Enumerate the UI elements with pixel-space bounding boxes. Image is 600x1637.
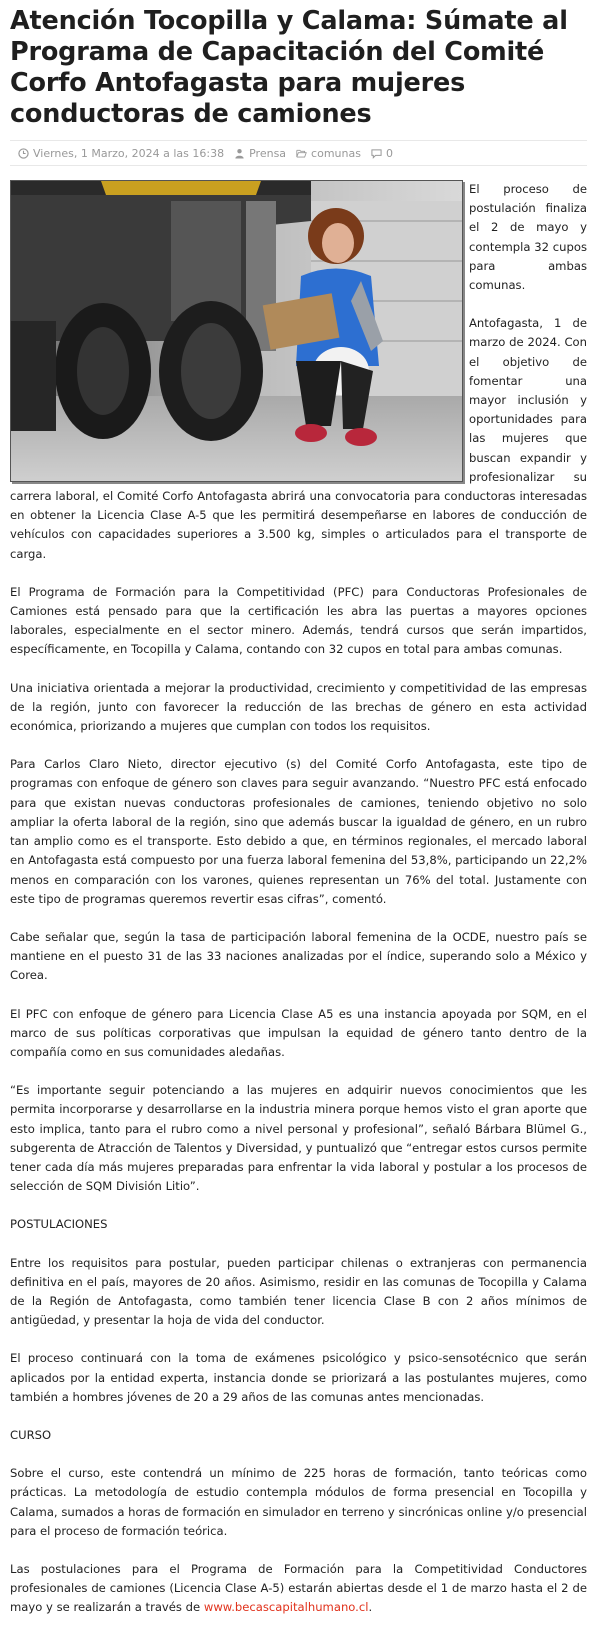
article-meta bbox=[10, 140, 587, 166]
becas-link[interactable]: www.becascapitalhumano.cl bbox=[203, 1600, 369, 1615]
meta-comments[interactable] bbox=[371, 147, 393, 160]
meta-date bbox=[18, 147, 224, 160]
meta-category[interactable] bbox=[296, 147, 361, 160]
article-body bbox=[10, 180, 587, 1637]
section-heading-curso: CURSO bbox=[10, 1427, 52, 1442]
paragraph-7: El PFC con enfoque de género para Licencia Clase A5 es una instancia apoyada por SQM, en el marco de sus políticas corporativas que impulsan la equidad de género tanto dentro de la compañía como en sus comunidades aledañas. bbox=[10, 1006, 587, 1059]
clock-icon bbox=[18, 148, 29, 159]
paragraph-6: Cabe señalar que, según la tasa de participación laboral femenina de la OCDE, nuestro país se mantiene en el puesto 31 de las 33 naciones analizadas por el índice, superando solo a México y Corea. bbox=[10, 929, 587, 983]
paragraph-11: Sobre el curso, este contendrá un mínimo de 225 horas de formación, tanto teóricas como prácticas. La metodología de estudio contempla módulos de forma presencial en Tocopilla y Calama, sumados a horas de formación en simulador en terreno y sincrónicas online y/o presencial para el proceso de formación teórica. bbox=[10, 1466, 587, 1538]
meta-date-text: Viernes, 1 Marzo, 2024 a las 16:38 bbox=[33, 147, 225, 160]
paragraph-2: Antofagasta, 1 de marzo de 2024. Con el objetivo de fomentar una mayor inclusión y oportunidades para las mujeres que buscan expandir y profesionalizar su carrera laboral, el Comité Corfo Antofagasta abrirá una convocatoria para conductoras interesadas en obtener la Licencia Clase A-5 que les permitirá desempeñarse en labores de conducción de vehículos con capacidades superiores a 3.500 kg, simples o articulados para el transporte de carga. bbox=[10, 316, 587, 561]
paragraph-1: El proceso de postulación finaliza el 2 de mayo y contempla 32 cupos para ambas comunas. bbox=[469, 182, 587, 293]
paragraph-9: Entre los requisitos para postular, pueden participar chilenas o extranjeras con permanencia definitiva en el país, mayores de 20 años. Asimismo, residir en las comunas de Tocopilla y Calama de la Región de Antofagasta, como también tener licencia Clase B con 2 años mínimos de antigüedad, y presentar la hoja de vida del conductor. bbox=[10, 1255, 587, 1328]
paragraph-3: El Programa de Formación para la Competitividad (PFC) para Conductoras Profesionales de Camiones está pensado para que la certificación les abra las puertas a mayores opciones laborales, especialmente en el sector minero. Además, tendrá cursos que serán impartidos, específicamente, en Tocopilla y Calama, contando con 32 cupos en total para ambas comunas. bbox=[10, 584, 587, 657]
folder-open-icon bbox=[296, 148, 307, 159]
meta-author[interactable] bbox=[234, 147, 286, 160]
article-image bbox=[10, 180, 463, 482]
truck-driver-illustration bbox=[11, 181, 462, 481]
article-title: Atención Tocopilla y Calama: Súmate al Programa de Capacitación del Comité Corfo Antofagasta para mujeres conductoras de camiones bbox=[10, 6, 568, 129]
paragraph-4: Una iniciativa orientada a mejorar la productividad, crecimiento y competitividad de las empresas de la región, junto con favorecer la reducción de las brechas de género en esta actividad económica, priorizando a mujeres que cumplan con todos los requisitos. bbox=[10, 680, 587, 734]
paragraph-10: El proceso continuará con la toma de exámenes psicológico y psico-sensotécnico que serán aplicados por la entidad experta, instancia donde se priorizará a las postulantes mujeres, como también a hombres jóvenes de 20 a 29 años de las comunas antes mencionadas. bbox=[10, 1351, 587, 1404]
meta-category-text[interactable]: comunas bbox=[311, 147, 361, 160]
paragraph-12 bbox=[10, 1560, 587, 1618]
section-heading-postulaciones: POSTULACIONES bbox=[10, 1217, 108, 1232]
user-icon bbox=[234, 148, 245, 159]
meta-author-text[interactable]: Prensa bbox=[249, 147, 287, 160]
meta-comments-count[interactable]: 0 bbox=[385, 147, 393, 160]
paragraph-12-text: Las postulaciones para el Programa de Formación para la Competitividad Conductores profesionales de camiones (Licencia Clase A-5) estarán abiertas desde el 1 de marzo hasta el 2 de mayo y se realizarán a través de bbox=[10, 1561, 587, 1615]
comment-icon bbox=[371, 148, 382, 159]
paragraph-8: “Es importante seguir potenciando a las mujeres en adquirir nuevos conocimientos que les permita incorporarse y desarrollarse en la industria minera porque hemos visto el gran aporte que esto implica, tanto para el rubro como a nivel personal y profesional”, señaló Bárbara Blümel G., subgerenta de Atracción de Talentos y Diversidad, y puntualizó que “entregar estos cursos permite tener cada día más mujeres preparadas para enfrentar la vida laboral y postular a los procesos de selección de SQM División Litio”. bbox=[10, 1083, 587, 1194]
paragraph-12-end: . bbox=[368, 1600, 373, 1615]
paragraph-5: Para Carlos Claro Nieto, director ejecutivo (s) del Comité Corfo Antofagasta, este tipo de programas con enfoque de género son claves para seguir avanzando. “Nuestro PFC está enfocado para que existan nuevas conductoras profesionales de camiones, teniendo objetivo no solo ampliar la oferta laboral de la región, sino que además buscar la igualdad de género, en un rubro tan amplio como es el transporte. Esto debido a que, en términos regionales, el mercado laboral en Antofagasta está compuesto por una fuerza laboral femenina del 53,8%, participando un 22,2% menos en comparación con los varones, quienes representan un 76% del total. Justamente con este tipo de programas queremos revertir esas cifras”, comentó. bbox=[10, 757, 587, 906]
